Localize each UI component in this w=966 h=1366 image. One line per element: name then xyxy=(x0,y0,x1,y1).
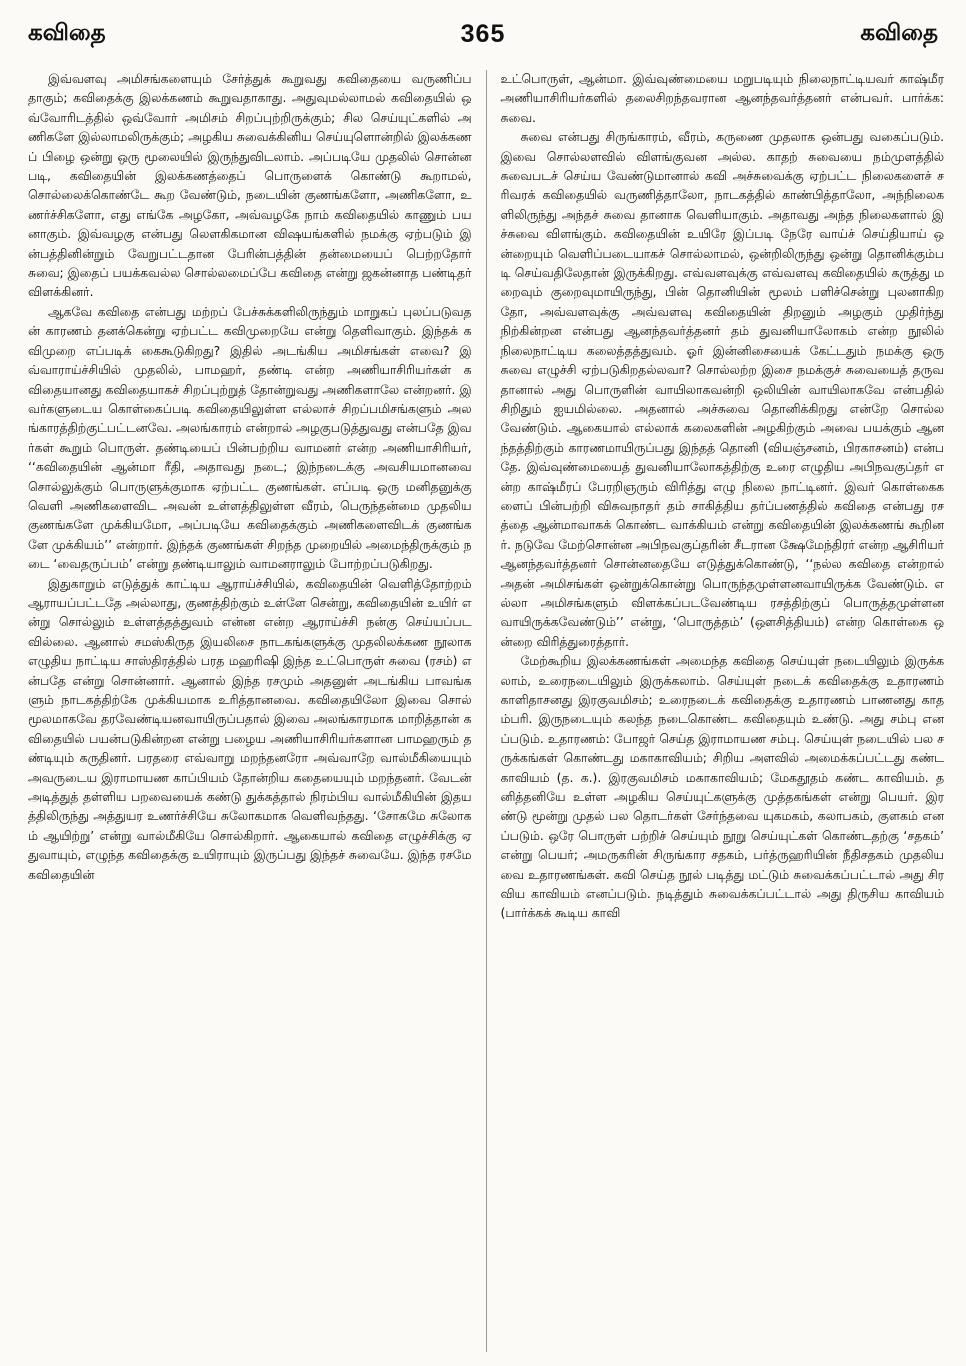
page-number: 365 xyxy=(460,19,506,48)
text-columns xyxy=(28,70,944,1352)
right-running-head: கவிதை xyxy=(860,19,938,46)
paragraph: இதுகாறும் எடுத்துக் காட்டிய ஆராய்ச்சியில், கவிதையின் வெளித்தோற்றம் ஆராயப்பட்டதே அல்லாது, குணத்திற்கும் உள்ளே சென்று, கவிதையின் உயிர் என்று சொல்லும் உள்ளத்தத்துவம் என்ன என்ற ஆராய்ச்சி நன்கு செய்யப்படவில்லை. ஆனால் சமஸ்கிருத இயலிசை நாடகங்களுக்கு முதலிலக்கண நூலாக எழுதிய நாட்டிய சாஸ்திரத்தில் பரத மஹரிஷி இந்த உட்பொருள் சுவை (ரசம்) என்பதே என்று சொன்னார். ஆனால் இந்த ரசமும் அதனுள் அடங்கிய பாவங்களும் நாடகத்திற்கே முக்கியமாக உரித்தானவை. கவிதையிலோ இவை சொல் மூலமாகவே தரவேண்டியனவாயிருப்பதால் இவை அலங்காரமாக மாறித்தான் கவிதையில் பயன்படுகின்றன என்று பழைய அணியாசிரியர்களான பாமஹரும் தண்டியும் கருதினர். பரதரை எவ்வாறு மறந்தனரோ அவ்வாறே வால்மீகியையும் அவருடைய இராமாயண காப்பியம் தோன்றிய கதையையும் மறந்தனர். வேடன் அடித்துத் தள்ளிய பறவையைக் கண்டு துக்கத்தால் நிரம்பிய வால்மீகியின் இதயத்திலிருந்து அத்துயர உணர்ச்சியே சுலோகமாக வெளிவந்தது. ‘சோகமே சுலோகம் ஆயிற்று’ என்று வால்மீகியே சொல்கிறார். ஆகையால் கவிதை எழுச்சிக்கு ஏதுவாயும், எழுந்த கவிதைக்கு உயிராயும் இருப்பது இந்தச் சுவையே. இந்த ரசமே கவிதையின் xyxy=(28,576,472,882)
left-column xyxy=(28,70,486,1352)
page-header xyxy=(28,14,938,54)
right-column xyxy=(486,70,945,1352)
paragraph: சுவை என்பது சிருங்காரம், வீரம், கருணை முதலாக ஒன்பது வகைப்படும். இவை சொல்லளவில் விளங்குவன அல்ல. காதற் சுவையை நம்முளத்தில் சுவைபடச் செய்ய வேண்டுமானால் கவி அச்சுவைக்கு ஏற்பட்ட நிலைகளைச் சரிவரக் கவிதையில் வருணித்தாலோ, நாடகத்தில் காண்பித்தாலோ, அந்நிலைகளிலிருந்து அந்தச் சுவை தானாக வெளியாகும். அதாவது அந்த நிலைகளால் இச்சுவை விளங்கும். கவிதையின் உயிரே இப்படி நேரே வாய்ச் செய்தியாய் ஒன்றையும் வெளிப்படையாகச் சொல்லாமல், ஒன்றிலிருந்து ஒன்று தொனிக்கும்படி செய்வதிலேதான் இருக்கிறது. எவ்வளவுக்கு எவ்வளவு கவிதையில் கருத்து மறைவும் குறைவுமாயிருந்து, பின் தொனியின் மூலம் பளிச்சென்று புலனாகிறதோ, அவ்வளவுக்கு அவ்வளவு கவிதையின் திறனும் அழகும் முதிர்ந்து நிற்கின்றன என்பது ஆனந்தவர்த்தனர் தம் துவனியாலோகம் என்ற நூலில் நிலைநாட்டிய கலைத்தத்துவம். ஓர் இன்னிசையைக் கேட்டதும் நமக்கு ஒரு சுவை எழுச்சி ஏற்படுகிறதல்லவா? சொல்லற்ற இசை நமக்குச் சுவையைத் தருவதானால் அது பொருளின் வாயிலாகவன்றி ஒலியின் வாயிலாகவே என்பதில் சிறிதும் ஐயமில்லை. அதனால் அச்சுவை தொனிக்கிறது என்றே சொல்லவேண்டும். ஆகையால் எல்லாக் கலைகளின் அழகிற்கும் அவை பயக்கும் ஆனந்தத்திற்கும் காரணமாயிருப்பது இந்தத் தொனி (வியஞ்சனம், பிரகாசனம்) என்பதே. இவ்வுண்மையைத் துவனியாலோகத்திற்கு உரை எழுதிய அபிநவகுப்தர் என்ற காஷ்மீரப் பேரறிஞரும் விரித்து எழு நிலை நாட்டினர். இவர் கொள்கைகளைப் பின்பற்றி விசுவநாதர் தம் சாகித்திய தர்ப்பணத்தில் கவிதை என்பது ரசத்தை ஆன்மாவாகக் கொண்ட வாக்கியம் என்று கவிதையின் இலக்கணங் கூறினர். நடுவே மேற்சொன்ன அபிநவகுப்தரின் சீடரான க்ஷேமேந்திரர் என்ற ஆசிரியர் ஆனந்தவர்த்தனர் சொன்னதையே எடுத்துக்கொண்டு, ‘‘நல்ல கவிதை என்றால் அதன் அமிசங்கள் ஒன்றுக்கொன்று பொருந்தமுள்ளனவாயிருக்க வேண்டும். எல்லா அமிசங்களும் விளக்கப்படவேண்டிய ரசத்திற்குப் பொருத்தமுள்ளனவாயிருக்கவேண்டும்’’ என்று, ‘பொருத்தம்’ (ஔசித்தியம்) என்ற கொள்கை ஒன்றை விரித்துரைத்தார். xyxy=(500,130,944,649)
paragraph: ஆகவே கவிதை என்பது மற்றப் பேச்சுக்களிலிருந்தும் மாறுகப் புலப்படுவதன் காரணம் தனக்கென்று ஏற்பட்ட கவிமுறையே என்று தெளிவாகும். இந்தக் கவிமுறை எப்படிக் கைகூடுகிறது? இதில் அடங்கிய அமிசங்கள் எவை? இவ்வாராய்ச்சியில் முதலில், பாமஹர், தண்டி என்ற அணியாசிரியர்கள் கவிதையானது கவிதையாகச் சிறப்புற்றுத் தோன்றுவது அணிகளாலே என்றனர். இவர்களுடைய கொள்கைப்படி கவிதையிலுள்ள எல்லாச் சிறப்பமிசங்களும் அலங்காரத்திற்குட்பட்டனவே. அலங்காரம் என்றால் அழகுபடுத்துவது என்பதே இவர்கள் கூறும் பொருள். தண்டியைப் பின்பற்றிய வாமனர் என்ற அணியாசிரியர், ‘‘கவிதையின் ஆன்மா ரீதி, அதாவது நடை; இந்நடைக்கு அவசியமானவை சொல்லுக்கும் பொருளுக்குமாக ஏற்பட்ட குணங்கள். எப்படி ஒரு மனிதனுக்கு வெளி அணிகளைவிட அவன் உள்ளத்திலுள்ள வீரம், பெருந்தன்மை முதலிய குணங்களே முக்கியமோ, அப்படியே கவிதைக்கும் அணிகளைவிடக் குணங்களே முக்கியம்’’ என்றார். இந்தக் குணங்கள் சிறந்த முறையில் அமைந்திருக்கும் நடை ‘வைதருப்பம்’ என்று தண்டியாலும் வாமனராலும் போற்றப்படுகிறது. xyxy=(28,304,472,572)
paragraph: மேற்கூறிய இலக்கணங்கள் அமைந்த கவிதை செய்யுள் நடையிலும் இருக்கலாம், உரைநடையிலும் இருக்கலாம். செய்யுள் நடைக் கவிதைக்கு உதாரணம் காளிதாசனது இரகுவமிசம்; உரைநடைக் கவிதைக்கு உதாரணம் பாணனது காதம்பரி. இருநடையும் கலந்த நடைகொண்ட கவிதையும் உண்டு. அது சம்பு எனப்படும். உதாரணம்: போஜர் செய்த இராமாயண சம்பு. செய்யுள் நடையில் பல சருக்கங்கள் கொண்டது மகாகாவியம்; சிறிய அளவில் அமைக்கப்பட்டது கண்டகாவியம் (த. க.). இரகுவமிசம் மகாகாவியம்; மேகதூதம் கண்ட காவியம். தனித்தனியே உள்ள அழகிய செய்யுட்களுக்கு முத்தகங்கள் என்று பெயர். இரண்டு மூன்று முதல் பல தொடர்கள் சேர்ந்தவை யுகமகம், கலாபகம், குளகம் எனப்படும். ஒரே பொருள் பற்றிச் செய்யும் நூறு செய்யுட்கள் கொண்டதற்கு ‘சதகம்’ என்று பெயர்; அமருகரின் சிருங்கார சதகம், பர்த்ருஹரியின் நீதிசதகம் முதலியவை உதாரணங்கள். கவி செய்த நூல் படித்து மட்டும் சுவைக்கப்பட்டால் அது சிரவிய காவியம் எனப்படும். நடித்தும் சுவைக்கப்பட்டால் அது திருசிய காவியம் (பார்க்கக் கூடிய காவி xyxy=(500,654,944,921)
paragraph: இவ்வளவு அமிசங்களையும் சேர்த்துக் கூறுவது கவிதையை வருணிப்பதாகும்; கவிதைக்கு இலக்கணம் கூறுவதாகாது. அதுவுமல்லாமல் கவிதையில் ஒவ்வோரிடத்தில் ஒவ்வோர் அமிசம் சிறப்புற்றிருக்கும்; சில செய்யுட்களில் அணிகளே இல்லாமலிருக்கும்; அழகிய சுவைக்கினிய செய்யுளொன்றில் இலக்கணப் பிழை ஒன்று ஒரு மூலையில் இருந்துவிடலாம். அப்படியே முதலில் சொன்னபடி, கவிதையின் இலக்கணத்தைப் பொருளைக் கொண்டு கூறாமல், சொல்லைக்கொண்டே கூற வேண்டும், நடையின் குணங்களோ, அணிகளோ, உணர்ச்சிகளோ, எது எங்கே அழகோ, அவ்வழகே நாம் கவிதையில் காணும் பயனாகும். இவ்வழகு என்பது லௌகிகமான விஷயங்களில் நமக்கு ஏற்படும் இன்பத்தினின்றும் வேறுபட்டதான பேரின்பத்தின் தன்மையைப் பெற்றதோர் சுவை; இதைப் பயக்கவல்ல சொல்லமைப்பே கவிதை என்று ஜகன்னாத பண்டிதர் விளக்கினர். xyxy=(28,72,472,300)
paragraph: உட்பொருள், ஆன்மா. இவ்வுண்மையை மறுபடியும் நிலைநாட்டியவர் காஷ்மீர அணியாசிரியர்களில் தலைசிறந்தவரான ஆனந்தவர்த்தனர் என்பவர். பார்க்க: சுவை. xyxy=(500,72,944,125)
left-running-head: கவிதை xyxy=(28,19,106,46)
